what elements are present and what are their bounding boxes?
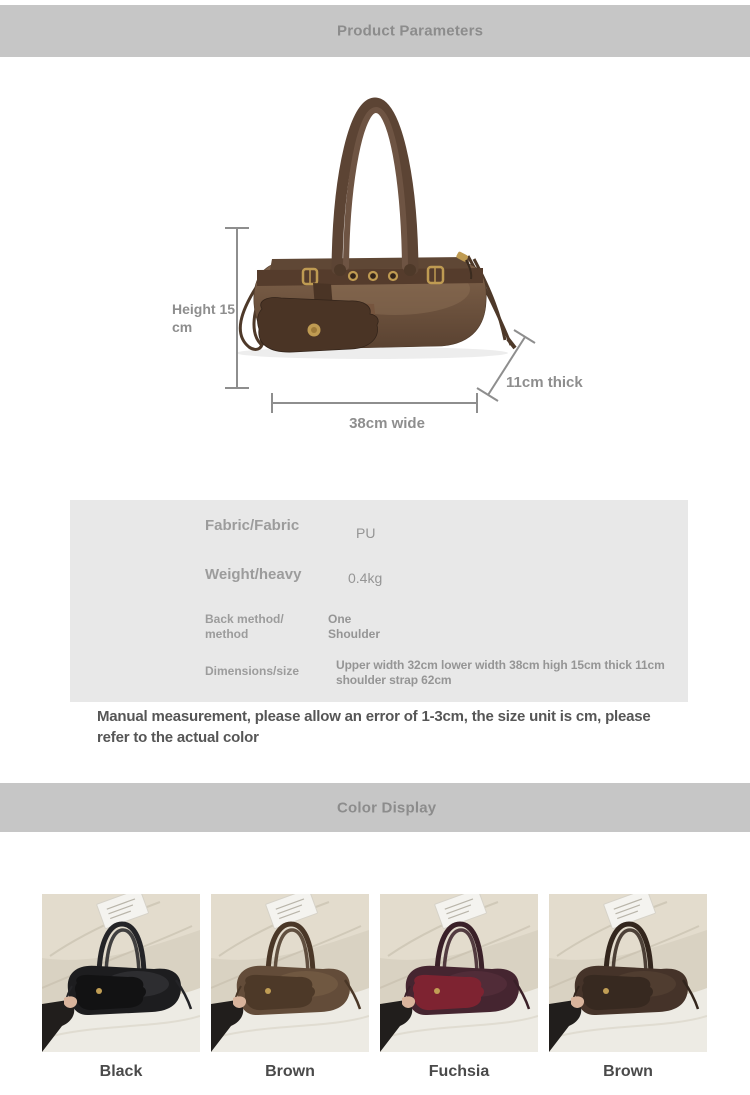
color-swatch-black [42, 894, 200, 1081]
color-swatches-row [42, 894, 708, 1081]
swatch-bag-snap [265, 988, 271, 994]
thickness-label: 11cm thick [506, 374, 583, 391]
width-label: 38cm wide [349, 415, 425, 432]
measurement-note: Manual measurement, please allow an error of 1-3cm, the size unit is cm, please refer to the actual color [97, 708, 651, 747]
color-swatch-photo [211, 894, 369, 1052]
color-swatch-photo [549, 894, 707, 1052]
param-value-back-method-line2: Shoulder [328, 627, 381, 641]
param-value-weight: 0.4kg [348, 570, 383, 586]
swatch-bag-flap [75, 975, 146, 1010]
color-swatch-fuchsia [380, 894, 538, 1081]
color-swatch-brown [549, 894, 707, 1081]
color-swatch-photo [42, 894, 200, 1052]
param-value-back-method-line1: One [328, 612, 352, 626]
section-title-product-parameters: Product Parameters [337, 22, 484, 40]
height-label-line1: Height 15 [172, 301, 236, 317]
swatch-bag-snap [96, 988, 102, 994]
handle-knot-right [404, 264, 416, 276]
color-swatch-label: Brown [265, 1063, 315, 1080]
color-swatch-photo [380, 894, 538, 1052]
param-label-back-method [205, 612, 284, 642]
swatch-bag-flap [244, 975, 315, 1010]
color-swatch-brown [211, 894, 369, 1081]
handbag-illustration [236, 103, 515, 359]
swatch-bag-flap [582, 975, 653, 1010]
param-label-fabric: Fabric/Fabric [205, 517, 300, 534]
swatch-bag-snap [603, 988, 609, 994]
color-swatch-label: Fuchsia [428, 1063, 490, 1080]
section-header-product-parameters [0, 5, 750, 57]
color-swatch-label: Brown [603, 1063, 653, 1080]
color-swatch-label: Black [99, 1063, 143, 1080]
pocket-snap-center [311, 327, 317, 333]
param-label-weight: Weight/heavy [205, 566, 302, 583]
swatch-bag-snap [434, 988, 440, 994]
height-label-line2: cm [172, 319, 193, 335]
parameters-table [70, 500, 688, 702]
handle-knot-left [334, 264, 346, 276]
section-header-color-display [0, 783, 750, 832]
param-value-back-method [328, 612, 380, 642]
param-label-back-method-line2: method [205, 627, 249, 641]
belt-grommets [349, 272, 397, 280]
param-value-dimensions: Upper width 32cm lower width 38cm high 15cm thick 11cm shoulder strap 62cm [336, 658, 665, 687]
width-dimension-line [272, 393, 477, 413]
product-photo-with-dimensions [0, 57, 750, 460]
swatch-bag-flap [413, 975, 484, 1010]
param-label-back-method-line1: Back method/ [205, 612, 284, 626]
shoulder-handles [337, 103, 413, 269]
param-label-dimensions: Dimensions/size [205, 664, 300, 678]
param-value-fabric: PU [356, 525, 376, 541]
section-title-color-display: Color Display [337, 799, 437, 816]
